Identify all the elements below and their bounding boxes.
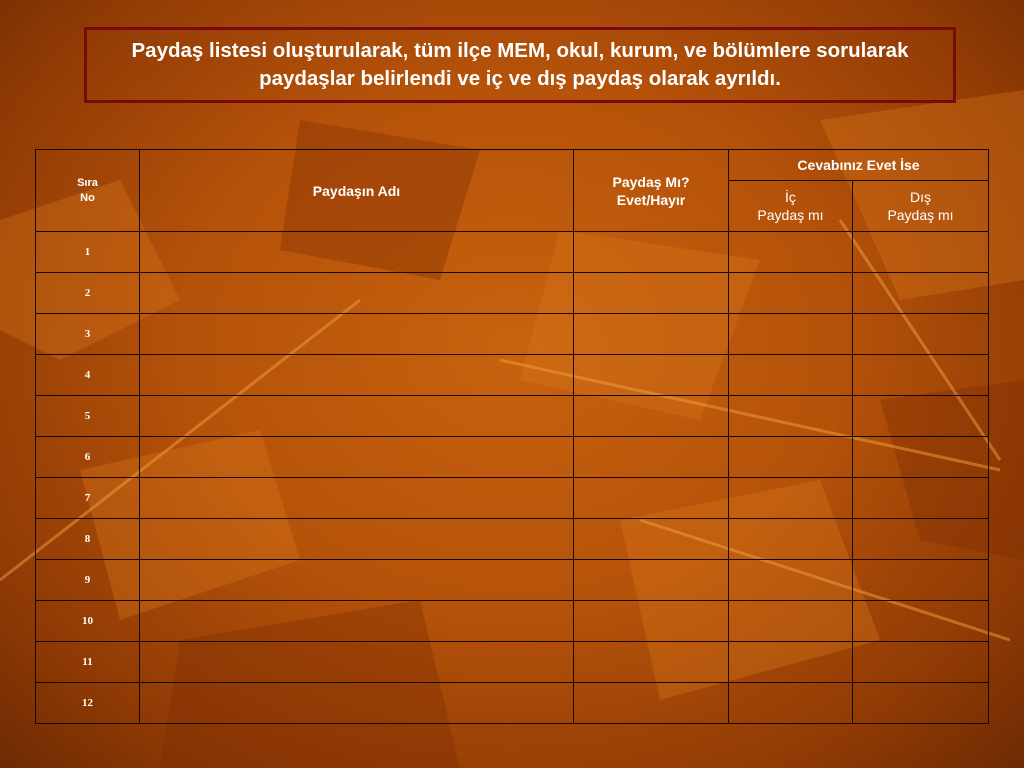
dis-paydas-cell[interactable] <box>853 683 989 724</box>
table-row <box>36 314 989 355</box>
paydas-adi-cell[interactable] <box>140 273 574 314</box>
dis-paydas-cell[interactable] <box>853 642 989 683</box>
table-row <box>36 478 989 519</box>
header-dis-label: Dış <box>910 189 931 205</box>
header-paydas-adi: Paydaşın Adı <box>140 150 574 232</box>
paydas-mi-cell[interactable] <box>574 642 729 683</box>
dis-paydas-cell[interactable] <box>853 560 989 601</box>
table-row <box>36 437 989 478</box>
table-row <box>36 683 989 724</box>
ic-paydas-cell[interactable] <box>729 355 853 396</box>
paydas-mi-cell[interactable] <box>574 519 729 560</box>
ic-paydas-cell[interactable] <box>729 642 853 683</box>
header-ic-paydas-mi-label: Paydaş mı <box>757 207 824 223</box>
dis-paydas-cell[interactable] <box>853 232 989 273</box>
row-number: 6 <box>36 437 140 478</box>
paydas-adi-cell[interactable] <box>140 437 574 478</box>
dis-paydas-cell[interactable] <box>853 355 989 396</box>
table-row <box>36 601 989 642</box>
row-number: 10 <box>36 601 140 642</box>
paydas-adi-cell[interactable] <box>140 478 574 519</box>
ic-paydas-cell[interactable] <box>729 232 853 273</box>
table-row <box>36 560 989 601</box>
dis-paydas-cell[interactable] <box>853 396 989 437</box>
dis-paydas-cell[interactable] <box>853 601 989 642</box>
title-box <box>84 27 956 103</box>
header-dis-paydas <box>853 181 989 232</box>
dis-paydas-cell[interactable] <box>853 478 989 519</box>
paydas-adi-cell[interactable] <box>140 355 574 396</box>
dis-paydas-cell[interactable] <box>853 273 989 314</box>
table-row <box>36 519 989 560</box>
header-sira-label: Sıra <box>77 176 98 189</box>
header-no-label: No <box>80 191 95 204</box>
paydas-mi-cell[interactable] <box>574 314 729 355</box>
ic-paydas-cell[interactable] <box>729 560 853 601</box>
table-body <box>36 232 989 724</box>
row-number: 12 <box>36 683 140 724</box>
row-number: 2 <box>36 273 140 314</box>
paydas-mi-cell[interactable] <box>574 273 729 314</box>
paydas-adi-cell[interactable] <box>140 601 574 642</box>
header-paydas-mi-label: Paydaş Mı? <box>612 173 690 190</box>
ic-paydas-cell[interactable] <box>729 478 853 519</box>
paydas-mi-cell[interactable] <box>574 396 729 437</box>
table-row <box>36 232 989 273</box>
row-number: 5 <box>36 396 140 437</box>
header-evet-hayir-label: Evet/Hayır <box>616 191 686 208</box>
row-number: 4 <box>36 355 140 396</box>
header-ic-label: İç <box>785 189 796 205</box>
row-number: 11 <box>36 642 140 683</box>
ic-paydas-cell[interactable] <box>729 396 853 437</box>
header-ic-paydas <box>729 181 853 232</box>
header-cevabiniz: Cevabınız Evet İse <box>729 150 989 181</box>
ic-paydas-cell[interactable] <box>729 437 853 478</box>
paydas-mi-cell[interactable] <box>574 560 729 601</box>
paydas-mi-cell[interactable] <box>574 478 729 519</box>
paydas-adi-cell[interactable] <box>140 396 574 437</box>
ic-paydas-cell[interactable] <box>729 601 853 642</box>
paydas-adi-cell[interactable] <box>140 560 574 601</box>
row-number: 7 <box>36 478 140 519</box>
header-dis-paydas-mi-label: Paydaş mı <box>887 207 954 223</box>
dis-paydas-cell[interactable] <box>853 519 989 560</box>
paydas-adi-cell[interactable] <box>140 232 574 273</box>
table-row <box>36 642 989 683</box>
paydas-mi-cell[interactable] <box>574 355 729 396</box>
slide-title: Paydaş listesi oluşturularak, tüm ilçe MEM, okul, kurum, ve bölümlere sorularak paydaşlar belirlendi ve iç ve dış paydaş olarak ayrıldı. <box>131 39 909 90</box>
row-number: 8 <box>36 519 140 560</box>
row-number: 3 <box>36 314 140 355</box>
stakeholder-table <box>35 149 989 724</box>
ic-paydas-cell[interactable] <box>729 273 853 314</box>
paydas-adi-cell[interactable] <box>140 314 574 355</box>
paydas-adi-cell[interactable] <box>140 519 574 560</box>
paydas-adi-cell[interactable] <box>140 683 574 724</box>
table-row <box>36 273 989 314</box>
paydas-mi-cell[interactable] <box>574 437 729 478</box>
paydas-mi-cell[interactable] <box>574 601 729 642</box>
ic-paydas-cell[interactable] <box>729 314 853 355</box>
header-paydas-mi <box>574 150 729 232</box>
row-number: 9 <box>36 560 140 601</box>
paydas-adi-cell[interactable] <box>140 642 574 683</box>
paydas-mi-cell[interactable] <box>574 232 729 273</box>
ic-paydas-cell[interactable] <box>729 519 853 560</box>
table-header-row <box>36 150 989 181</box>
table-row <box>36 355 989 396</box>
row-number: 1 <box>36 232 140 273</box>
ic-paydas-cell[interactable] <box>729 683 853 724</box>
paydas-mi-cell[interactable] <box>574 683 729 724</box>
dis-paydas-cell[interactable] <box>853 437 989 478</box>
dis-paydas-cell[interactable] <box>853 314 989 355</box>
table-row <box>36 396 989 437</box>
header-sira-no <box>36 150 140 232</box>
